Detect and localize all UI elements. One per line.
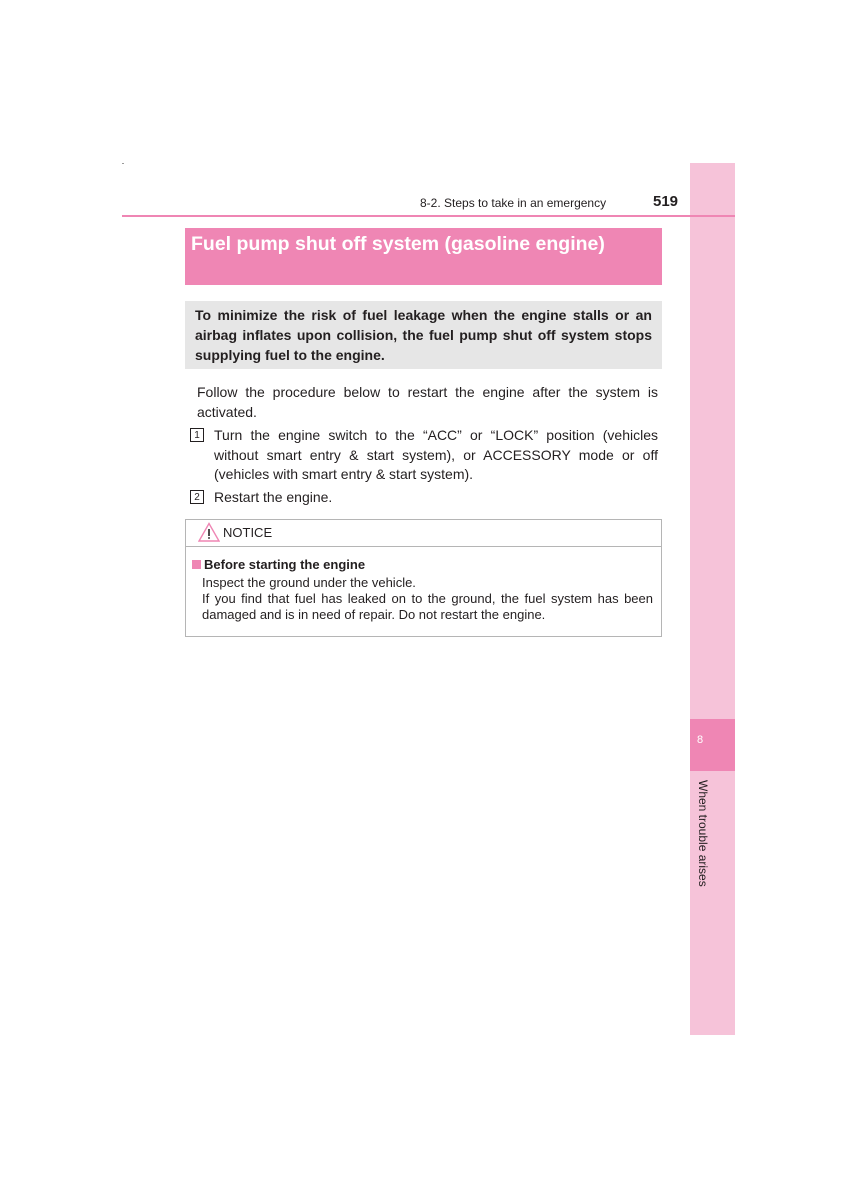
- page-title: Fuel pump shut off system (gasoline engine): [191, 233, 605, 255]
- intro-paragraph: Follow the procedure below to restart the engine after the system is activated.: [197, 384, 658, 420]
- notice-body: [202, 575, 653, 623]
- pink-square-bullet: [192, 560, 201, 569]
- step-text: Turn the engine switch to the “ACC” or “LOCK” position (vehicles without smart entry & start system), or ACCESSORY mode or off (vehicles with smart entry & start system).: [214, 427, 658, 482]
- section-title-bar: [185, 228, 662, 285]
- notice-line: Inspect the ground under the vehicle.: [202, 575, 416, 590]
- lead-summary: To minimize the risk of fuel leakage when the engine stalls or an airbag inflates upon collision, the fuel pump shut off system stops supplying fuel to the engine.: [185, 301, 662, 369]
- notice-subheading: [192, 557, 365, 572]
- notice-subheading-text: Before starting the engine: [204, 557, 366, 572]
- notice-line: If you find that fuel has leaked on to the ground, the fuel system has been damaged and is in need of repair. Do not restart the engine.: [202, 591, 653, 622]
- side-chapter-tab: [690, 163, 735, 1035]
- chapter-number: 8: [697, 734, 704, 746]
- step-number: 2: [190, 490, 204, 504]
- warning-triangle-icon: [198, 522, 220, 542]
- crop-mark: [122, 163, 124, 164]
- notice-label: NOTICE: [223, 525, 273, 540]
- page-number: 519: [653, 193, 679, 210]
- chapter-title: When trouble arises: [696, 780, 710, 887]
- header-rule: [122, 215, 735, 217]
- notice-header: [186, 520, 661, 547]
- header-section: 8-2. Steps to take in an emergency: [420, 196, 607, 210]
- notice-box: [185, 519, 662, 637]
- step-text: Restart the engine.: [214, 489, 333, 505]
- step-number: 1: [190, 428, 204, 442]
